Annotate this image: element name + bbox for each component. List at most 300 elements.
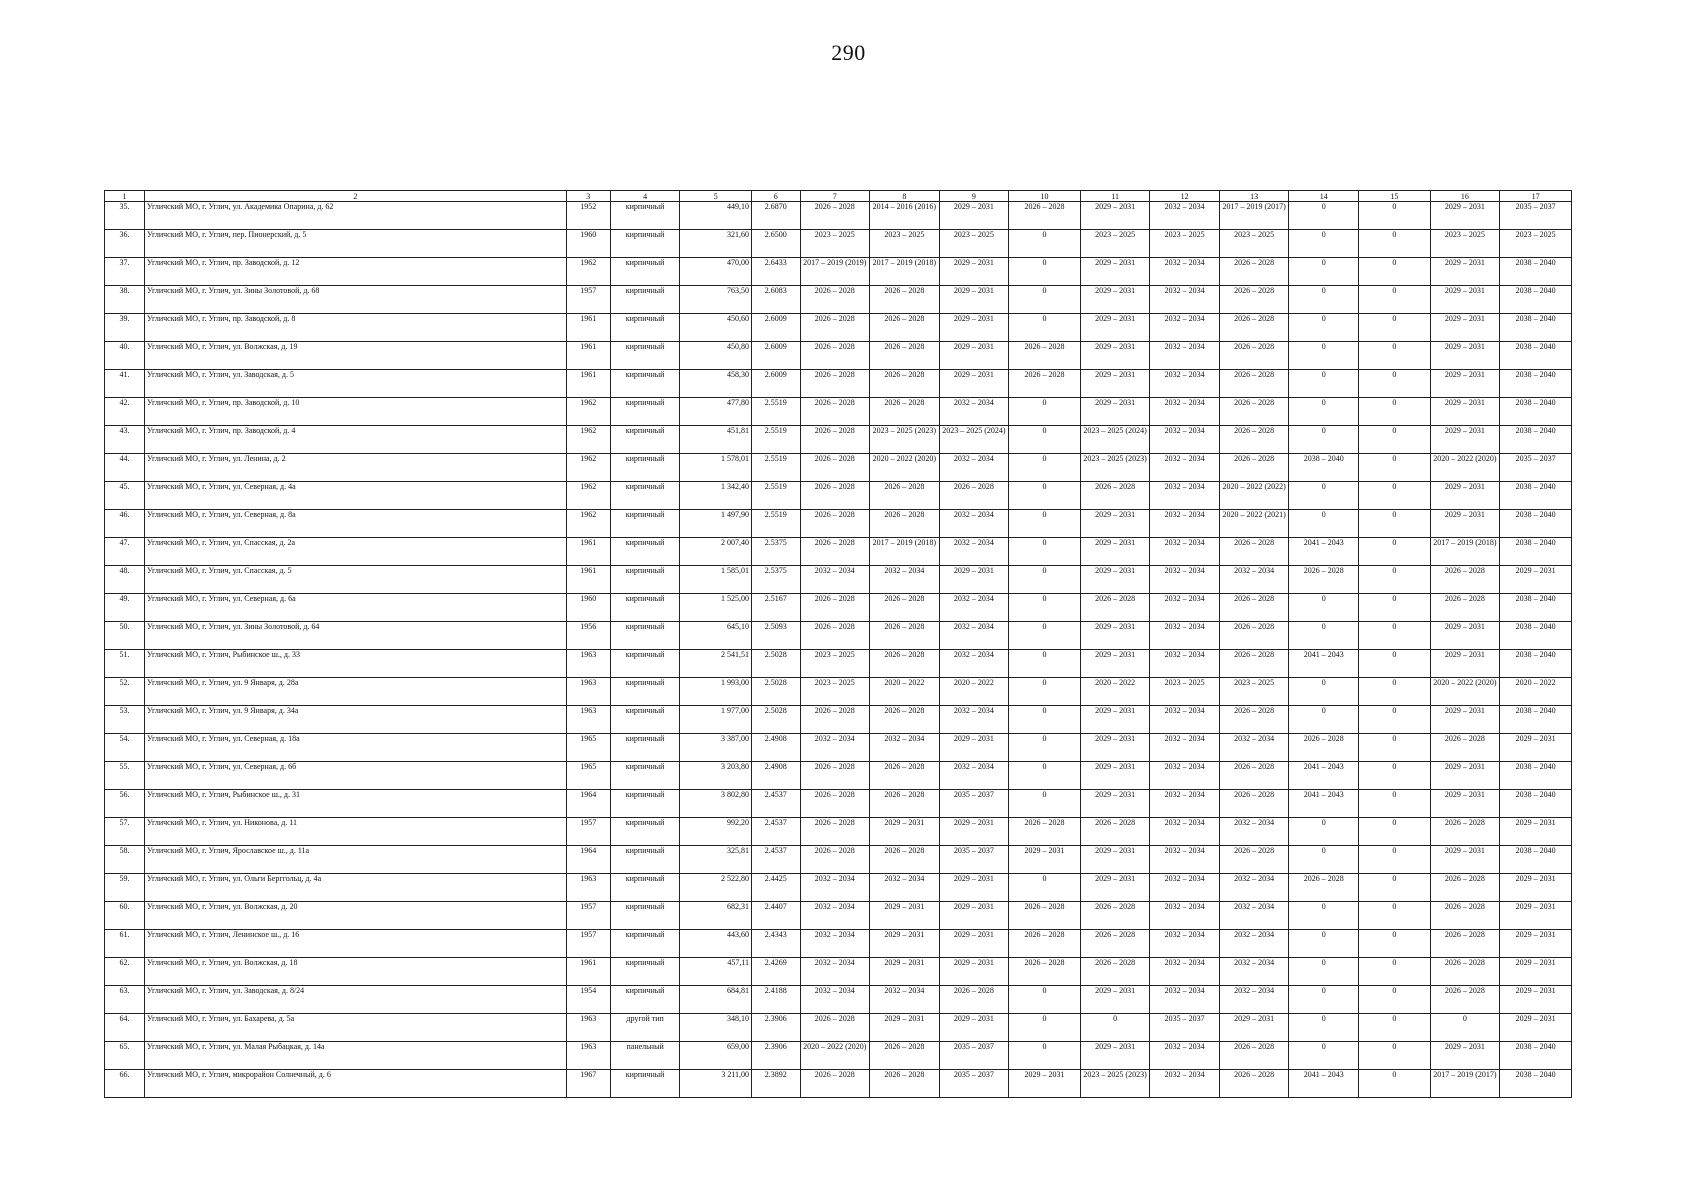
period-col16-cell: 2029 – 2031 <box>1430 510 1500 538</box>
period-col15-cell: 0 <box>1359 510 1431 538</box>
period-col11-cell: 2029 – 2031 <box>1080 734 1150 762</box>
period-col12-cell: 2032 – 2034 <box>1150 510 1220 538</box>
area-cell: 451,81 <box>680 426 752 454</box>
period-col12-cell: 2032 – 2034 <box>1150 762 1220 790</box>
period-col13-cell: 2032 – 2034 <box>1219 734 1289 762</box>
wear-coefficient-cell: 2.6083 <box>752 286 800 314</box>
period-col9-cell: 2035 – 2037 <box>939 846 1009 874</box>
period-col7-cell: 2026 – 2028 <box>800 370 870 398</box>
area-cell: 1 993,00 <box>680 678 752 706</box>
table-row <box>105 314 1572 342</box>
period-col17-cell: 2038 – 2040 <box>1500 370 1572 398</box>
period-col17-cell: 2038 – 2040 <box>1500 594 1572 622</box>
period-col16-cell: 2017 – 2019 (2018) <box>1430 538 1500 566</box>
period-col12-cell: 2032 – 2034 <box>1150 902 1220 930</box>
period-col15-cell: 0 <box>1359 874 1431 902</box>
wall-material-cell: кирпичный <box>610 314 680 342</box>
column-number-9: 9 <box>939 191 1009 202</box>
period-col8-cell: 2026 – 2028 <box>870 370 940 398</box>
wall-material-cell: кирпичный <box>610 454 680 482</box>
wall-material-cell: кирпичный <box>610 818 680 846</box>
wall-material-cell: кирпичный <box>610 846 680 874</box>
period-col11-cell: 2029 – 2031 <box>1080 342 1150 370</box>
period-col16-cell: 2017 – 2019 (2017) <box>1430 1070 1500 1098</box>
period-col8-cell: 2032 – 2034 <box>870 986 940 1014</box>
period-col8-cell: 2026 – 2028 <box>870 510 940 538</box>
period-col7-cell: 2026 – 2028 <box>800 286 870 314</box>
period-col7-cell: 2026 – 2028 <box>800 762 870 790</box>
address-cell: Угличский МО, г. Углич, ул. Зины Золотовой, д. 64 <box>145 622 567 650</box>
area-cell: 470,00 <box>680 258 752 286</box>
build-year-cell: 1961 <box>566 342 610 370</box>
period-col15-cell: 0 <box>1359 762 1431 790</box>
period-col11-cell: 2023 – 2025 <box>1080 230 1150 258</box>
area-cell: 2 541,51 <box>680 650 752 678</box>
period-col13-cell: 2026 – 2028 <box>1219 370 1289 398</box>
period-col9-cell: 2023 – 2025 <box>939 230 1009 258</box>
address-cell: Угличский МО, г. Углич, ул. Никонова, д. 11 <box>145 818 567 846</box>
build-year-cell: 1963 <box>566 874 610 902</box>
period-col8-cell: 2026 – 2028 <box>870 650 940 678</box>
period-col9-cell: 2029 – 2031 <box>939 202 1009 230</box>
period-col10-cell: 2029 – 2031 <box>1009 1070 1081 1098</box>
build-year-cell: 1962 <box>566 482 610 510</box>
build-year-cell: 1965 <box>566 734 610 762</box>
column-number-14: 14 <box>1289 191 1359 202</box>
area-cell: 1 977,00 <box>680 706 752 734</box>
period-col14-cell: 2041 – 2043 <box>1289 790 1359 818</box>
row-number-cell: 45. <box>105 482 145 510</box>
period-col16-cell: 2026 – 2028 <box>1430 734 1500 762</box>
build-year-cell: 1962 <box>566 258 610 286</box>
row-number-cell: 37. <box>105 258 145 286</box>
period-col17-cell: 2029 – 2031 <box>1500 874 1572 902</box>
period-col9-cell: 2029 – 2031 <box>939 818 1009 846</box>
period-col8-cell: 2026 – 2028 <box>870 314 940 342</box>
period-col12-cell: 2032 – 2034 <box>1150 314 1220 342</box>
wear-coefficient-cell: 2.5519 <box>752 454 800 482</box>
housing-register-table <box>104 190 1572 1098</box>
period-col9-cell: 2032 – 2034 <box>939 398 1009 426</box>
period-col16-cell: 2026 – 2028 <box>1430 874 1500 902</box>
period-col12-cell: 2032 – 2034 <box>1150 706 1220 734</box>
period-col7-cell: 2026 – 2028 <box>800 510 870 538</box>
wear-coefficient-cell: 2.4343 <box>752 930 800 958</box>
wall-material-cell: кирпичный <box>610 482 680 510</box>
wear-coefficient-cell: 2.5519 <box>752 482 800 510</box>
period-col13-cell: 2026 – 2028 <box>1219 790 1289 818</box>
period-col8-cell: 2023 – 2025 <box>870 230 940 258</box>
wall-material-cell: кирпичный <box>610 426 680 454</box>
period-col11-cell: 2029 – 2031 <box>1080 1042 1150 1070</box>
table-row <box>105 286 1572 314</box>
period-col8-cell: 2026 – 2028 <box>870 846 940 874</box>
period-col13-cell: 2017 – 2019 (2017) <box>1219 202 1289 230</box>
period-col15-cell: 0 <box>1359 818 1431 846</box>
period-col17-cell: 2038 – 2040 <box>1500 538 1572 566</box>
period-col7-cell: 2032 – 2034 <box>800 958 870 986</box>
period-col15-cell: 0 <box>1359 314 1431 342</box>
wall-material-cell: кирпичный <box>610 398 680 426</box>
wear-coefficient-cell: 2.6500 <box>752 230 800 258</box>
row-number-cell: 66. <box>105 1070 145 1098</box>
period-col7-cell: 2026 – 2028 <box>800 426 870 454</box>
wear-coefficient-cell: 2.4908 <box>752 734 800 762</box>
column-number-4: 4 <box>610 191 680 202</box>
address-cell: Угличский МО, г. Углич, Рыбинское ш., д. 33 <box>145 650 567 678</box>
period-col13-cell: 2026 – 2028 <box>1219 846 1289 874</box>
period-col9-cell: 2035 – 2037 <box>939 1042 1009 1070</box>
period-col14-cell: 0 <box>1289 818 1359 846</box>
period-col15-cell: 0 <box>1359 538 1431 566</box>
area-cell: 2 522,80 <box>680 874 752 902</box>
period-col12-cell: 2032 – 2034 <box>1150 1070 1220 1098</box>
wear-coefficient-cell: 2.4537 <box>752 790 800 818</box>
wall-material-cell: кирпичный <box>610 790 680 818</box>
period-col12-cell: 2032 – 2034 <box>1150 482 1220 510</box>
period-col17-cell: 2038 – 2040 <box>1500 706 1572 734</box>
period-col14-cell: 2026 – 2028 <box>1289 874 1359 902</box>
period-col17-cell: 2038 – 2040 <box>1500 258 1572 286</box>
period-col11-cell: 2029 – 2031 <box>1080 874 1150 902</box>
wall-material-cell: кирпичный <box>610 986 680 1014</box>
table-row <box>105 902 1572 930</box>
column-number-16: 16 <box>1430 191 1500 202</box>
period-col12-cell: 2032 – 2034 <box>1150 1042 1220 1070</box>
period-col16-cell: 2029 – 2031 <box>1430 258 1500 286</box>
address-cell: Угличский МО, г. Углич, ул. Северная, д. 8а <box>145 510 567 538</box>
address-cell: Угличский МО, г. Углич, пр. Заводской, д. 10 <box>145 398 567 426</box>
period-col16-cell: 2026 – 2028 <box>1430 594 1500 622</box>
row-number-cell: 55. <box>105 762 145 790</box>
period-col9-cell: 2032 – 2034 <box>939 454 1009 482</box>
period-col8-cell: 2026 – 2028 <box>870 622 940 650</box>
wall-material-cell: кирпичный <box>610 622 680 650</box>
period-col16-cell: 2029 – 2031 <box>1430 426 1500 454</box>
wall-material-cell: панельный <box>610 1042 680 1070</box>
period-col14-cell: 0 <box>1289 958 1359 986</box>
period-col17-cell: 2038 – 2040 <box>1500 650 1572 678</box>
period-col10-cell: 0 <box>1009 426 1081 454</box>
period-col14-cell: 0 <box>1289 230 1359 258</box>
period-col17-cell: 2038 – 2040 <box>1500 286 1572 314</box>
address-cell: Угличский МО, г. Углич, ул. Северная, д. 6б <box>145 762 567 790</box>
period-col10-cell: 0 <box>1009 986 1081 1014</box>
period-col16-cell: 2029 – 2031 <box>1430 314 1500 342</box>
address-cell: Угличский МО, г. Углич, Рыбинское ш., д. 31 <box>145 790 567 818</box>
column-number-12: 12 <box>1150 191 1220 202</box>
row-number-cell: 53. <box>105 706 145 734</box>
period-col9-cell: 2029 – 2031 <box>939 734 1009 762</box>
wall-material-cell: кирпичный <box>610 258 680 286</box>
wear-coefficient-cell: 2.5519 <box>752 398 800 426</box>
page-number: 290 <box>831 40 866 65</box>
period-col15-cell: 0 <box>1359 594 1431 622</box>
wall-material-cell: кирпичный <box>610 594 680 622</box>
row-number-cell: 44. <box>105 454 145 482</box>
build-year-cell: 1954 <box>566 986 610 1014</box>
period-col9-cell: 2029 – 2031 <box>939 1014 1009 1042</box>
build-year-cell: 1963 <box>566 678 610 706</box>
address-cell: Угличский МО, г. Углич, ул. Ленина, д. 2 <box>145 454 567 482</box>
wear-coefficient-cell: 2.5167 <box>752 594 800 622</box>
table-row <box>105 874 1572 902</box>
build-year-cell: 1952 <box>566 202 610 230</box>
period-col16-cell: 2029 – 2031 <box>1430 286 1500 314</box>
period-col15-cell: 0 <box>1359 482 1431 510</box>
period-col16-cell: 2023 – 2025 <box>1430 230 1500 258</box>
address-cell: Угличский МО, г. Углич, ул. Бахарева, д. 5а <box>145 1014 567 1042</box>
address-cell: Угличский МО, г. Углич, ул. Зины Золотовой, д. 68 <box>145 286 567 314</box>
wall-material-cell: кирпичный <box>610 706 680 734</box>
period-col16-cell: 0 <box>1430 1014 1500 1042</box>
period-col11-cell: 2029 – 2031 <box>1080 706 1150 734</box>
period-col12-cell: 2032 – 2034 <box>1150 342 1220 370</box>
period-col11-cell: 2029 – 2031 <box>1080 286 1150 314</box>
table-row <box>105 958 1572 986</box>
column-number-13: 13 <box>1219 191 1289 202</box>
period-col7-cell: 2026 – 2028 <box>800 538 870 566</box>
build-year-cell: 1961 <box>566 370 610 398</box>
area-cell: 682,31 <box>680 902 752 930</box>
period-col8-cell: 2020 – 2022 <box>870 678 940 706</box>
period-col11-cell: 2029 – 2031 <box>1080 258 1150 286</box>
period-col11-cell: 2029 – 2031 <box>1080 622 1150 650</box>
row-number-cell: 60. <box>105 902 145 930</box>
period-col11-cell: 2029 – 2031 <box>1080 202 1150 230</box>
row-number-cell: 51. <box>105 650 145 678</box>
period-col17-cell: 2035 – 2037 <box>1500 202 1572 230</box>
period-col16-cell: 2026 – 2028 <box>1430 958 1500 986</box>
period-col7-cell: 2023 – 2025 <box>800 678 870 706</box>
wear-coefficient-cell: 2.6433 <box>752 258 800 286</box>
period-col12-cell: 2023 – 2025 <box>1150 678 1220 706</box>
wall-material-cell: кирпичный <box>610 650 680 678</box>
period-col14-cell: 2041 – 2043 <box>1289 1070 1359 1098</box>
period-col11-cell: 2026 – 2028 <box>1080 958 1150 986</box>
period-col8-cell: 2026 – 2028 <box>870 762 940 790</box>
period-col8-cell: 2029 – 2031 <box>870 958 940 986</box>
period-col9-cell: 2032 – 2034 <box>939 538 1009 566</box>
period-col10-cell: 0 <box>1009 1014 1081 1042</box>
wall-material-cell: другой тип <box>610 1014 680 1042</box>
build-year-cell: 1961 <box>566 958 610 986</box>
table-row <box>105 538 1572 566</box>
period-col8-cell: 2026 – 2028 <box>870 1042 940 1070</box>
period-col13-cell: 2020 – 2022 (2022) <box>1219 482 1289 510</box>
table-row <box>105 370 1572 398</box>
period-col17-cell: 2038 – 2040 <box>1500 762 1572 790</box>
row-number-cell: 46. <box>105 510 145 538</box>
address-cell: Угличский МО, г. Углич, ул. Ольги Берггольц, д. 4а <box>145 874 567 902</box>
period-col12-cell: 2032 – 2034 <box>1150 930 1220 958</box>
period-col13-cell: 2026 – 2028 <box>1219 650 1289 678</box>
table-row <box>105 986 1572 1014</box>
period-col16-cell: 2026 – 2028 <box>1430 930 1500 958</box>
build-year-cell: 1962 <box>566 398 610 426</box>
period-col12-cell: 2032 – 2034 <box>1150 650 1220 678</box>
address-cell: Угличский МО, г. Углич, ул. Малая Рыбацкая, д. 14а <box>145 1042 567 1070</box>
period-col11-cell: 2029 – 2031 <box>1080 762 1150 790</box>
wall-material-cell: кирпичный <box>610 538 680 566</box>
table-row <box>105 706 1572 734</box>
period-col7-cell: 2032 – 2034 <box>800 902 870 930</box>
period-col17-cell: 2023 – 2025 <box>1500 230 1572 258</box>
period-col12-cell: 2032 – 2034 <box>1150 454 1220 482</box>
wear-coefficient-cell: 2.5375 <box>752 538 800 566</box>
period-col11-cell: 2029 – 2031 <box>1080 370 1150 398</box>
period-col9-cell: 2029 – 2031 <box>939 566 1009 594</box>
address-cell: Угличский МО, г. Углич, ул. Волжская, д. 18 <box>145 958 567 986</box>
period-col13-cell: 2026 – 2028 <box>1219 706 1289 734</box>
period-col15-cell: 0 <box>1359 930 1431 958</box>
area-cell: 684,81 <box>680 986 752 1014</box>
period-col8-cell: 2026 – 2028 <box>870 594 940 622</box>
period-col11-cell: 2020 – 2022 <box>1080 678 1150 706</box>
period-col17-cell: 2038 – 2040 <box>1500 398 1572 426</box>
period-col7-cell: 2026 – 2028 <box>800 790 870 818</box>
area-cell: 992,20 <box>680 818 752 846</box>
area-cell: 443,60 <box>680 930 752 958</box>
area-cell: 457,11 <box>680 958 752 986</box>
period-col16-cell: 2029 – 2031 <box>1430 202 1500 230</box>
period-col13-cell: 2026 – 2028 <box>1219 426 1289 454</box>
period-col10-cell: 0 <box>1009 230 1081 258</box>
build-year-cell: 1960 <box>566 230 610 258</box>
table-row <box>105 1042 1572 1070</box>
table-row <box>105 594 1572 622</box>
wear-coefficient-cell: 2.4407 <box>752 902 800 930</box>
period-col13-cell: 2023 – 2025 <box>1219 230 1289 258</box>
period-col11-cell: 2029 – 2031 <box>1080 650 1150 678</box>
row-number-cell: 35. <box>105 202 145 230</box>
wall-material-cell: кирпичный <box>610 762 680 790</box>
period-col7-cell: 2032 – 2034 <box>800 986 870 1014</box>
period-col10-cell: 2026 – 2028 <box>1009 202 1081 230</box>
address-cell: Угличский МО, г. Углич, ул. 9 Января, д. 28а <box>145 678 567 706</box>
period-col14-cell: 2038 – 2040 <box>1289 454 1359 482</box>
table-row <box>105 202 1572 230</box>
period-col17-cell: 2038 – 2040 <box>1500 846 1572 874</box>
period-col9-cell: 2029 – 2031 <box>939 902 1009 930</box>
period-col8-cell: 2026 – 2028 <box>870 286 940 314</box>
build-year-cell: 1961 <box>566 538 610 566</box>
period-col9-cell: 2032 – 2034 <box>939 706 1009 734</box>
address-cell: Угличский МО, г. Углич, ул. 9 Января, д. 34а <box>145 706 567 734</box>
table-row <box>105 1070 1572 1098</box>
wall-material-cell: кирпичный <box>610 902 680 930</box>
area-cell: 450,80 <box>680 342 752 370</box>
period-col8-cell: 2029 – 2031 <box>870 902 940 930</box>
period-col17-cell: 2038 – 2040 <box>1500 314 1572 342</box>
row-number-cell: 52. <box>105 678 145 706</box>
period-col11-cell: 2029 – 2031 <box>1080 846 1150 874</box>
period-col17-cell: 2029 – 2031 <box>1500 1014 1572 1042</box>
row-number-cell: 50. <box>105 622 145 650</box>
build-year-cell: 1963 <box>566 650 610 678</box>
row-number-cell: 56. <box>105 790 145 818</box>
period-col11-cell: 2029 – 2031 <box>1080 510 1150 538</box>
area-cell: 1 578,01 <box>680 454 752 482</box>
area-cell: 1 342,40 <box>680 482 752 510</box>
period-col9-cell: 2032 – 2034 <box>939 510 1009 538</box>
period-col8-cell: 2026 – 2028 <box>870 482 940 510</box>
area-cell: 1 525,00 <box>680 594 752 622</box>
period-col9-cell: 2032 – 2034 <box>939 762 1009 790</box>
period-col13-cell: 2026 – 2028 <box>1219 342 1289 370</box>
period-col10-cell: 0 <box>1009 286 1081 314</box>
period-col8-cell: 2029 – 2031 <box>870 930 940 958</box>
build-year-cell: 1960 <box>566 594 610 622</box>
period-col8-cell: 2023 – 2025 (2023) <box>870 426 940 454</box>
period-col16-cell: 2029 – 2031 <box>1430 482 1500 510</box>
period-col15-cell: 0 <box>1359 1070 1431 1098</box>
area-cell: 3 203,80 <box>680 762 752 790</box>
period-col7-cell: 2032 – 2034 <box>800 734 870 762</box>
wear-coefficient-cell: 2.5028 <box>752 650 800 678</box>
period-col11-cell: 2029 – 2031 <box>1080 398 1150 426</box>
build-year-cell: 1963 <box>566 1042 610 1070</box>
period-col12-cell: 2032 – 2034 <box>1150 790 1220 818</box>
wear-coefficient-cell: 2.5375 <box>752 566 800 594</box>
period-col13-cell: 2026 – 2028 <box>1219 622 1289 650</box>
address-cell: Угличский МО, г. Углич, ул. Волжская, д. 19 <box>145 342 567 370</box>
period-col7-cell: 2023 – 2025 <box>800 650 870 678</box>
build-year-cell: 1963 <box>566 1014 610 1042</box>
period-col7-cell: 2026 – 2028 <box>800 482 870 510</box>
table-row <box>105 230 1572 258</box>
period-col9-cell: 2032 – 2034 <box>939 622 1009 650</box>
period-col12-cell: 2032 – 2034 <box>1150 566 1220 594</box>
period-col15-cell: 0 <box>1359 650 1431 678</box>
period-col12-cell: 2032 – 2034 <box>1150 594 1220 622</box>
table-row <box>105 930 1572 958</box>
period-col14-cell: 0 <box>1289 622 1359 650</box>
period-col16-cell: 2029 – 2031 <box>1430 650 1500 678</box>
period-col11-cell: 2023 – 2025 (2023) <box>1080 454 1150 482</box>
period-col7-cell: 2026 – 2028 <box>800 314 870 342</box>
wall-material-cell: кирпичный <box>610 566 680 594</box>
address-cell: Угличский МО, г. Углич, ул. Академика Опарина, д. 62 <box>145 202 567 230</box>
period-col11-cell: 2026 – 2028 <box>1080 594 1150 622</box>
column-number-2: 2 <box>145 191 567 202</box>
table-row <box>105 510 1572 538</box>
area-cell: 1 585,01 <box>680 566 752 594</box>
period-col15-cell: 0 <box>1359 342 1431 370</box>
period-col11-cell: 2029 – 2031 <box>1080 790 1150 818</box>
table-row <box>105 650 1572 678</box>
build-year-cell: 1957 <box>566 902 610 930</box>
period-col13-cell: 2032 – 2034 <box>1219 986 1289 1014</box>
period-col14-cell: 0 <box>1289 986 1359 1014</box>
area-cell: 2 007,40 <box>680 538 752 566</box>
period-col11-cell: 2026 – 2028 <box>1080 482 1150 510</box>
period-col8-cell: 2026 – 2028 <box>870 706 940 734</box>
row-number-cell: 38. <box>105 286 145 314</box>
address-cell: Угличский МО, г. Углич, ул. Спасская, д. 2а <box>145 538 567 566</box>
period-col17-cell: 2029 – 2031 <box>1500 734 1572 762</box>
period-col14-cell: 2041 – 2043 <box>1289 650 1359 678</box>
period-col8-cell: 2032 – 2034 <box>870 874 940 902</box>
wall-material-cell: кирпичный <box>610 202 680 230</box>
period-col14-cell: 0 <box>1289 594 1359 622</box>
wear-coefficient-cell: 2.6009 <box>752 370 800 398</box>
column-number-row <box>105 191 1572 202</box>
period-col14-cell: 0 <box>1289 1042 1359 1070</box>
address-cell: Угличский МО, г. Углич, пр. Заводской, д. 12 <box>145 258 567 286</box>
period-col12-cell: 2032 – 2034 <box>1150 986 1220 1014</box>
address-cell: Угличский МО, г. Углич, ул. Северная, д. 18а <box>145 734 567 762</box>
